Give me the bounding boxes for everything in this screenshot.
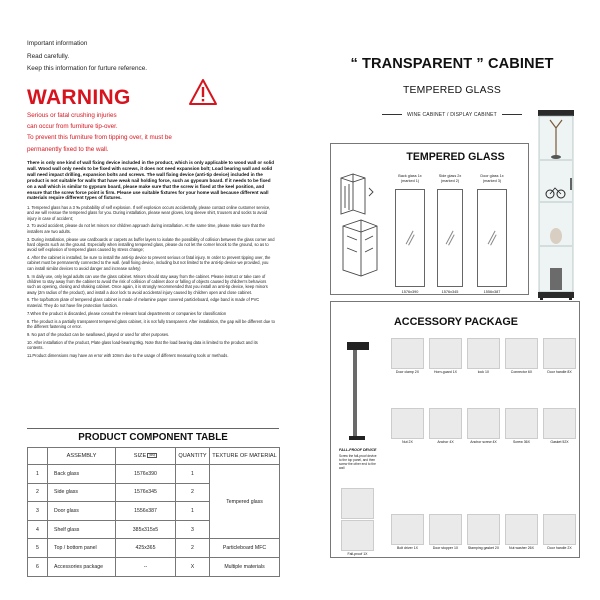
nut-icon	[391, 408, 424, 439]
panel-dimension: 1556x387	[483, 290, 501, 294]
row-material: Multiple materials	[210, 557, 280, 576]
header-quantity: QUANTITY	[176, 448, 210, 465]
row-size: 1556x387	[116, 502, 176, 521]
accessory-item	[429, 338, 462, 376]
accessory-name: Stamping gasket 2X	[467, 546, 500, 550]
panel-label	[435, 174, 465, 184]
row-no: 3	[28, 502, 48, 521]
accessory-name: Nut washer 26X	[509, 546, 534, 550]
stamping-gasket-icon	[467, 514, 500, 545]
bolt-driver-icon	[391, 514, 424, 545]
accessory-item	[391, 338, 424, 376]
row-quantity: 1	[176, 465, 210, 484]
row-assembly: Top / bottom panel	[48, 539, 116, 558]
panel-name: Door glass 1x	[480, 174, 504, 178]
side-glass-panel	[437, 189, 463, 287]
row-assembly: Door glass	[48, 502, 116, 521]
header-no	[28, 448, 48, 465]
intro-line: Keep this information for furture reference.	[27, 65, 148, 72]
fall-proof-device-icon	[345, 340, 375, 444]
warning-line: permanently fixed to the wall.	[27, 145, 109, 153]
accessory-name: Bolt driver 1X	[396, 546, 418, 550]
door-clamp-icon	[391, 338, 424, 369]
accessory-item	[429, 514, 462, 552]
accessory-item	[543, 338, 576, 376]
row-size: 1576x345	[116, 483, 176, 502]
note-item: 3. During installation, please use cardboards or carpets as buffer layers to isolate the possibility of collision between the glass corner and hard objects such as the ground. Especially when installing tempered glass, please do not let the corner knock to the ground, so as to avoid self explosion of tempered glass caused by stress change;	[27, 236, 275, 253]
panel-label	[395, 174, 425, 184]
accessory-item	[505, 338, 538, 376]
accessory-name: Screw 36X	[513, 440, 530, 444]
assembly-diagram-icon	[335, 170, 383, 280]
warning-text	[27, 110, 172, 155]
accessory-item	[467, 514, 500, 552]
note-item: 7.When the product is discarded, please consult the relevant local departments or companies for classification	[27, 310, 227, 316]
accessory-name: Connector 6X	[510, 370, 533, 374]
row-quantity: 3	[176, 520, 210, 539]
door-handle-icon	[543, 514, 576, 545]
row-no: 6	[28, 557, 48, 576]
fall-proof-device-icon	[341, 520, 374, 551]
panel-label	[477, 174, 507, 184]
tempered-glass-title: TEMPERED GLASS	[406, 151, 505, 163]
note-item: 1. Tempered glass has a 3 ‰ probability of self explosion. If self explosion occurs accidentally, please contact online customer service, and we will reissue the tempered glass for you. During installation, please wear gloves, long sleeve shirt, trousers and socks to avoid injury in case of accident;	[27, 205, 271, 221]
row-assembly: Accessories package	[48, 557, 116, 576]
panel-mark: (marked 1)	[400, 178, 420, 183]
accessory-name: Door handle 2X	[547, 546, 572, 550]
note-item: 11.Product dimensions may have an error with 10mm due to the usage of different measuring tools or methods.	[27, 352, 229, 358]
accessory-name: lock 1X	[477, 370, 490, 374]
component-table	[27, 447, 280, 577]
warning-title: WARNING	[27, 86, 131, 109]
row-quantity: 2	[176, 483, 210, 502]
accessory-package-box	[330, 301, 580, 558]
intro-line: Read carefully.	[27, 52, 70, 60]
accessory-item	[467, 338, 500, 376]
intro-line: Important information	[27, 40, 88, 47]
horn-guard-icon	[429, 338, 462, 369]
warning-line: To prevent this furniture from tipping over, it must be	[27, 134, 172, 142]
tempered-glass-box	[330, 143, 529, 295]
accessory-name: Door clamp 2X	[395, 370, 420, 374]
fall-proof-text: Screw the fall-proof device to the top panel, and then screw the other end to the wall	[339, 454, 377, 470]
warning-line: Serious or fatal crushing injuries	[27, 112, 117, 119]
intro-block	[27, 38, 147, 76]
accessory-item	[467, 408, 500, 446]
anchor-icon	[429, 408, 462, 439]
note-item: 4. After the cabinet is installed, be sure to install the anti-tip device to prevent serious or fatal injury. In order to prevent tipping over, the cabinet must be permanently connected to the wall. (wall fixing device, including but not limited to the anti-tip device we provided, you can install similar devices to avoid danger and increase safety)	[27, 255, 271, 271]
note-item: 2. To avoid accident, please do not let minors nor children approach during installation. At the same time, please make sure that the installers are two adults.	[27, 223, 265, 234]
warning-line: can occur from furniture tip-over.	[27, 123, 118, 131]
row-size: 425x365	[116, 539, 176, 558]
table-row	[28, 557, 280, 576]
accessory-name: Door stopper 1X	[432, 546, 459, 550]
right-page	[300, 0, 600, 600]
sub-title: TEMPERED GLASS	[402, 85, 502, 96]
header-size-label: SIZE	[133, 453, 147, 459]
tagline: WINE CABINET / DISPLAY CABINET	[340, 112, 564, 118]
accessory-item	[391, 514, 424, 552]
screw-icon	[341, 488, 374, 519]
anchor-screw-icon	[467, 408, 500, 439]
connector-icon	[505, 338, 538, 369]
accessory-item	[341, 520, 374, 558]
row-material-glass: Tempered glass	[210, 465, 280, 539]
row-quantity: 2	[176, 539, 210, 558]
note-item: 5. In daily use, only legal adults can use the glass cabinet. Minors should stay away from the cabinet. Please instruct or take care of children to stay away from the cabinet to avoid the risk of collision of cabinet door or falling of objects caused by children's behaviors such as opening, closing and shaking cabinet. Once again, it is strongly recommended that you install an anti-tip device, keep minors away (2m radius of the product), and install a door lock to avoid accidental injury caused by children open and close cabinet.	[27, 273, 268, 295]
accessory-name: Fall-proof 1X	[347, 552, 368, 556]
row-no: 4	[28, 520, 48, 539]
accessory-name: Gasket 52X	[550, 440, 569, 444]
notes-list	[27, 205, 275, 361]
row-quantity: 1	[176, 502, 210, 521]
row-size: --	[116, 557, 176, 576]
table-row	[28, 465, 280, 484]
accessory-item	[505, 408, 538, 446]
accessory-name: Door handle 8X	[547, 370, 572, 374]
row-no: 5	[28, 539, 48, 558]
table-row	[28, 539, 280, 558]
panel-mark: (marked 3)	[482, 178, 502, 183]
accessory-name: Anchor 4X	[437, 440, 454, 444]
nut-washer-icon	[505, 514, 538, 545]
note-item: 6. The top/bottom plate of tempered glass cabinet is made of melamine paper covered particleboard, edge band is made of PVC material. They do not have fire protection function.	[27, 297, 260, 308]
accessory-name: Horn-guard 1X	[434, 370, 457, 374]
row-no: 2	[28, 483, 48, 502]
panel-dimension: 1576x390	[401, 290, 419, 294]
gasket-icon	[543, 408, 576, 439]
row-no: 1	[28, 465, 48, 484]
wall-fixing-paragraph: There is only one kind of wall fixing device included in the product, which is only applicable to wood wall or solid wall. Wood wall only needs to be fixed with screws, it does not need expansion bolt; Load bearing wall and solid wall need impact drilling, expansion bolts and screws. The wall fixing device (anti-tip device) included in the product is not suitable for walls that have weak nail holding force, such as gypsum board. If it needs to be fixed on a wall which is similar to gypsum board, please make sure that the screw is fixed at the keel position, and ensure that the screw force point is firm. Please use suitable fixtures for your home wall because different wall materials require different types of fixtures.	[27, 160, 275, 201]
header-assembly: ASSEMBLY	[48, 448, 116, 465]
screw-icon	[505, 408, 538, 439]
accessory-item	[543, 514, 576, 552]
panel-dimension: 1576x345	[441, 290, 459, 294]
accessory-package-title: ACCESSORY PACKAGE	[394, 316, 518, 328]
component-table-title: PRODUCT COMPONENT TABLE	[27, 428, 279, 447]
accessory-item	[543, 408, 576, 446]
accessory-item	[505, 514, 538, 552]
row-size: 1576x390	[116, 465, 176, 484]
table-header-row	[28, 448, 280, 465]
note-item: 10. After installation of the product, Plate glass load-bearing:8kg. Note that the load bearing data is limited to the product and its contents.	[27, 339, 258, 350]
panel-mark: (marked 2)	[440, 178, 460, 183]
row-assembly: Side glass	[48, 483, 116, 502]
lock-icon	[467, 338, 500, 369]
note-item: 9. No part of the product can be swallowed, played or used for other purposes.	[27, 331, 170, 337]
header-size	[116, 448, 176, 465]
row-assembly: Back glass	[48, 465, 116, 484]
accessory-name: Anchor screw 4X	[470, 440, 497, 444]
door-handle-icon	[543, 338, 576, 369]
back-glass-panel	[395, 189, 425, 287]
accessory-item	[429, 408, 462, 446]
header-material: TEXTURE OF MATERIAL	[210, 448, 280, 465]
exclamation-triangle-icon	[188, 78, 218, 106]
door-stopper-icon	[429, 514, 462, 545]
header-size-unit: (MM)	[149, 454, 156, 458]
cabinet-photo	[532, 108, 580, 300]
row-material: Particleboard MFC	[210, 539, 280, 558]
fall-proof-label: FALL-PROOF DEVICE	[339, 448, 377, 452]
main-title: “ TRANSPARENT ” CABINET	[350, 56, 554, 72]
row-quantity: X	[176, 557, 210, 576]
accessory-item	[391, 408, 424, 446]
panel-name: Side glass 2x	[438, 174, 462, 178]
row-size: 385x315x5	[116, 520, 176, 539]
door-glass-panel	[477, 189, 507, 287]
panel-name: Back glass 1x	[398, 174, 422, 178]
accessory-name: Nut 2X	[402, 440, 413, 444]
row-assembly: Shelf glass	[48, 520, 116, 539]
note-item: 8. The product is a partially transparent tempered glass cabinet, it is not fully transparent. After installation, the gap will be different due to the different fastening or error.	[27, 318, 275, 329]
